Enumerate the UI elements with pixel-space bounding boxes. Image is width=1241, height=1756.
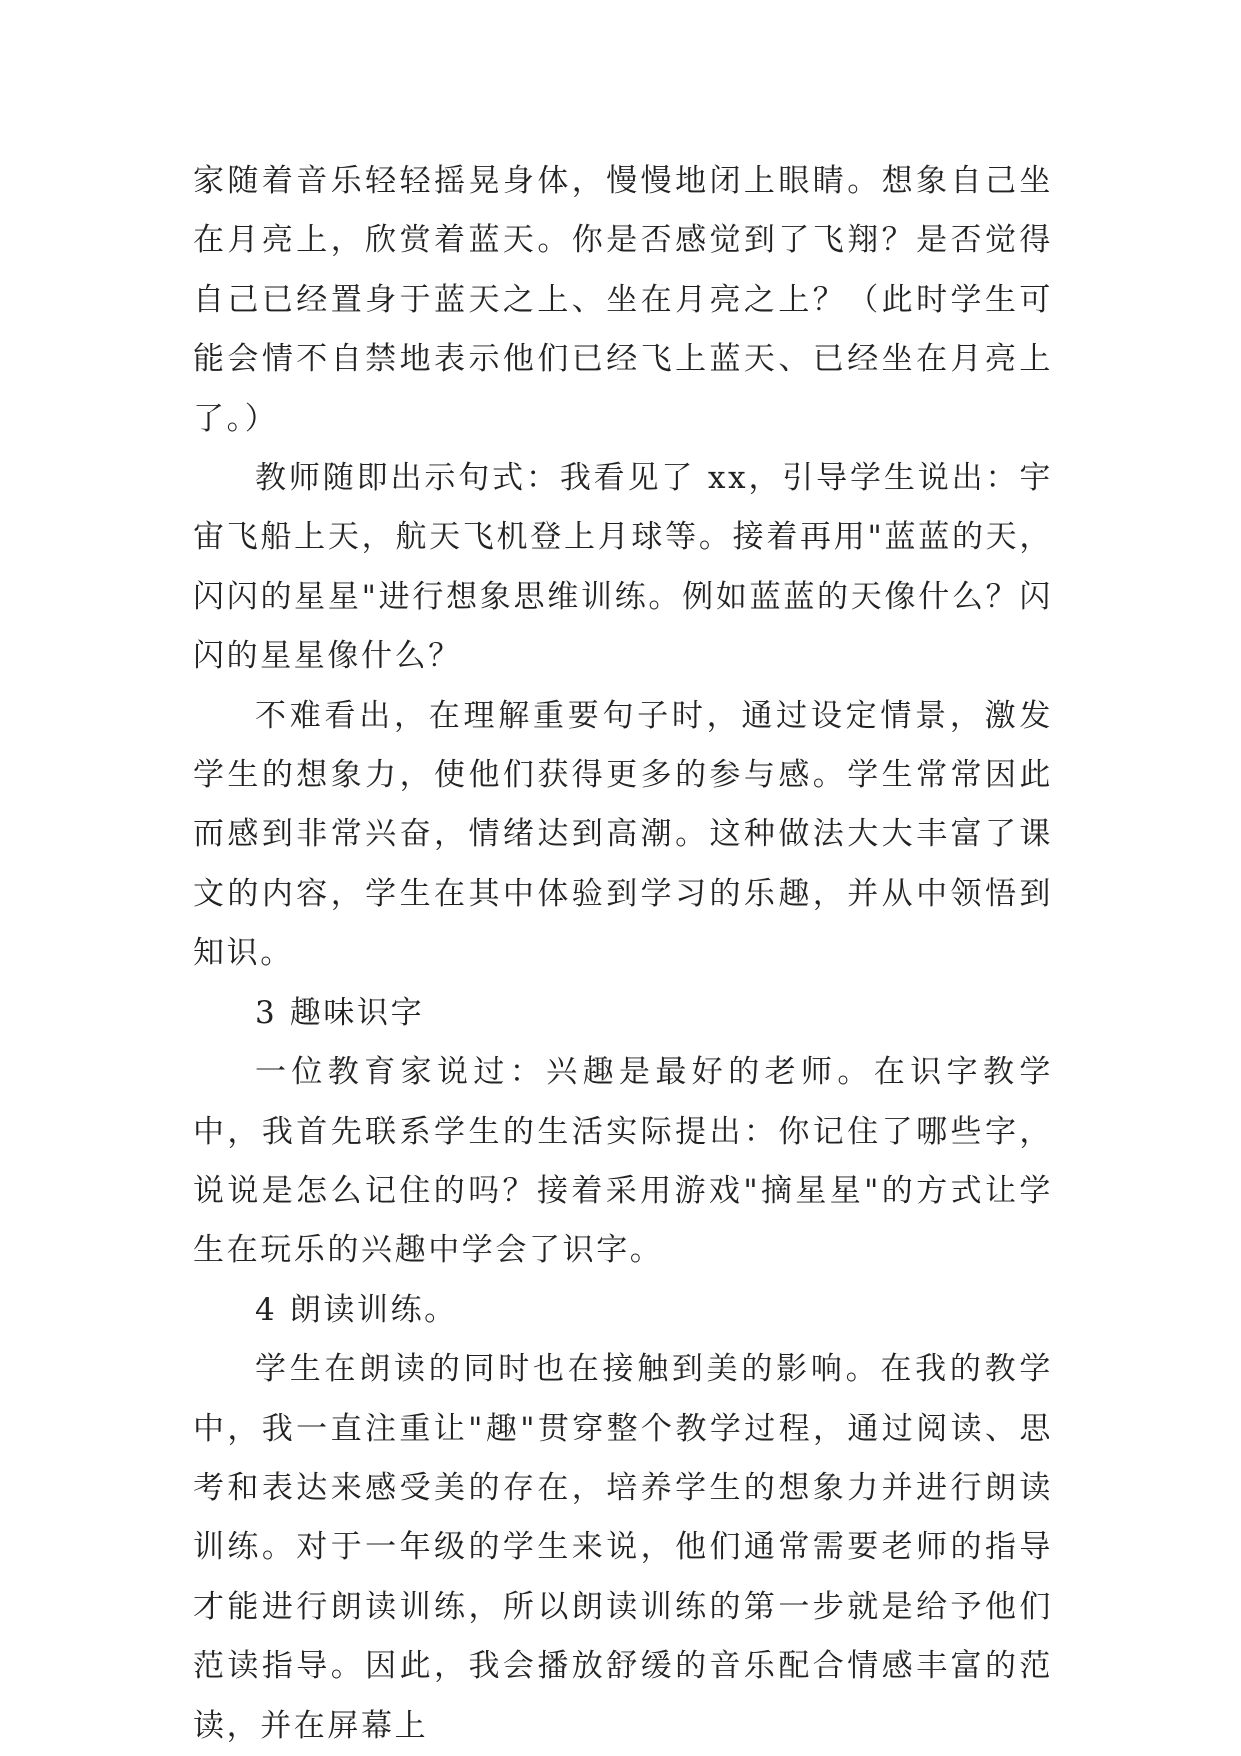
- paragraph-sentence-pattern: 教师随即出示句式：我看见了 xx，引导学生说出：宇宙飞船上天，航天飞机登上月球等。接着再用"蓝蓝的天，闪闪的星星"进行想象思维训练。例如蓝蓝的天像什么？闪闪的星星像什么？: [193, 460, 1053, 675]
- section-heading-3: 3 趣味识字: [255, 994, 425, 1031]
- paragraph-continuation: 家随着音乐轻轻摇晃身体，慢慢地闭上眼睛。想象自己坐在月亮上，欣赏着蓝天。你是否感觉到了飞翔？是否觉得自己已经置身于蓝天之上、坐在月亮之上？（此时学生可能会情不自禁地表示他们已经飞上蓝天、已经坐在月亮上了。）: [193, 163, 1053, 437]
- section-heading-4: 4 朗读训练。: [255, 1291, 458, 1328]
- paragraph-literacy: 一位教育家说过：兴趣是最好的老师。在识字教学中，我首先联系学生的生活实际提出：你记住了哪些字，说说是怎么记住的吗？接着采用游戏"摘星星"的方式让学生在玩乐的兴趣中学会了识字。: [193, 1054, 1053, 1269]
- document-body: [193, 152, 1053, 1756]
- paragraph-imagination: 不难看出，在理解重要句子时，通过设定情景，激发学生的想象力，使他们获得更多的参与感。学生常常因此而感到非常兴奋，情绪达到高潮。这种做法大大丰富了课文的内容，学生在其中体验到学习的乐趣，并从中领悟到知识。: [193, 697, 1053, 972]
- paragraph-reading-training: 学生在朗读的同时也在接触到美的影响。在我的教学中，我一直注重让"趣"贯穿整个教学过程，通过阅读、思考和表达来感受美的存在，培养学生的想象力并进行朗读训练。对于一年级的学生来说，他们通常需要老师的指导才能进行朗读训练，所以朗读训练的第一步就是给予他们范读指导。因此，我会播放舒缓的音乐配合情感丰富的范读，并在屏幕上: [193, 1351, 1053, 1744]
